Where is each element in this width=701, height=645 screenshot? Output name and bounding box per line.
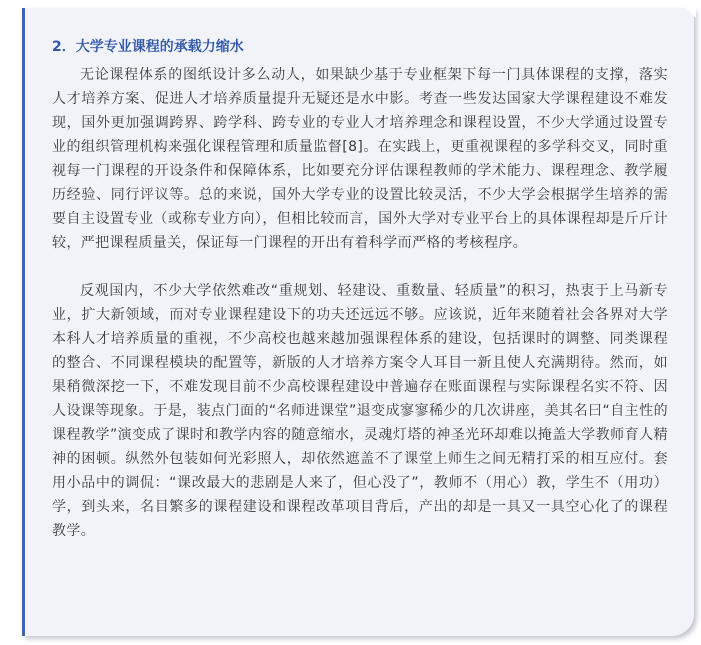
paragraph-1: 无论课程体系的图纸设计多么动人，如果缺少基于专业框架下每一门具体课程的支撑，落实人才培养方案、促进人才培养质量提升无疑还是水中影。考查一些发达国家大学课程建设不难发现，国外更加强调跨界、跨学科、跨专业的专业人才培养理念和课程设置，不少大学通过设置专业的组织管理机构来强化课程管理和质量监督[8]。在实践上，更重视课程的多学科交叉，同时重视每一门课程的开设条件和保障体系，比如要充分评估课程教师的学术能力、课程理念、教学履历经验、同行评议等。总的来说，国外大学专业的设置比较灵活，不少大学会根据学生培养的需要自主设置专业（或称专业方向），但相比较而言，国外大学对专业平台上的具体课程却是斤斤计较，严把课程质量关，保证每一门课程的开出有着科学而严格的考核程序。 <box>52 67 668 251</box>
article-card <box>22 8 694 636</box>
paragraph-2: 反观国内，不少大学依然难改“重规划、轻建设、重数量、轻质量”的积习，热衷于上马新专业，扩大新领域，而对专业课程建设下的功夫还远远不够。应该说，近年来随着社会各界对大学本科人才培养质量的重视，不少高校也越来越加强课程体系的建设，包括课时的调整、同类课程的整合、不同课程模块的配置等，新版的人才培养方案令人耳目一新且使人充满期待。然而，如果稍微深挖一下，不难发现目前不少高校课程建设中普遍存在账面课程与实际课程名实不符、因人设课等现象。于是，装点门面的“名师进课堂”退变成寥寥稀少的几次讲座，美其名曰“自主性的课程教学”演变成了课时和教学内容的随意缩水，灵魂灯塔的神圣光环却难以掩盖大学教师育人精神的困顿。纵然外包装如何光彩照人，却依然遮盖不了课堂上师生之间无精打采的相互应付。套用小品中的调侃：“课改最大的悲剧是人来了，但心没了”，教师不（用心）教，学生不（用功）学，到头来，名目繁多的课程建设和课程改革项目背后，产出的却是一具又一具空心化了的课程教学。 <box>52 283 668 539</box>
section-heading: 2．大学专业课程的承载力缩水 <box>52 39 244 55</box>
corner-fold <box>678 0 696 18</box>
